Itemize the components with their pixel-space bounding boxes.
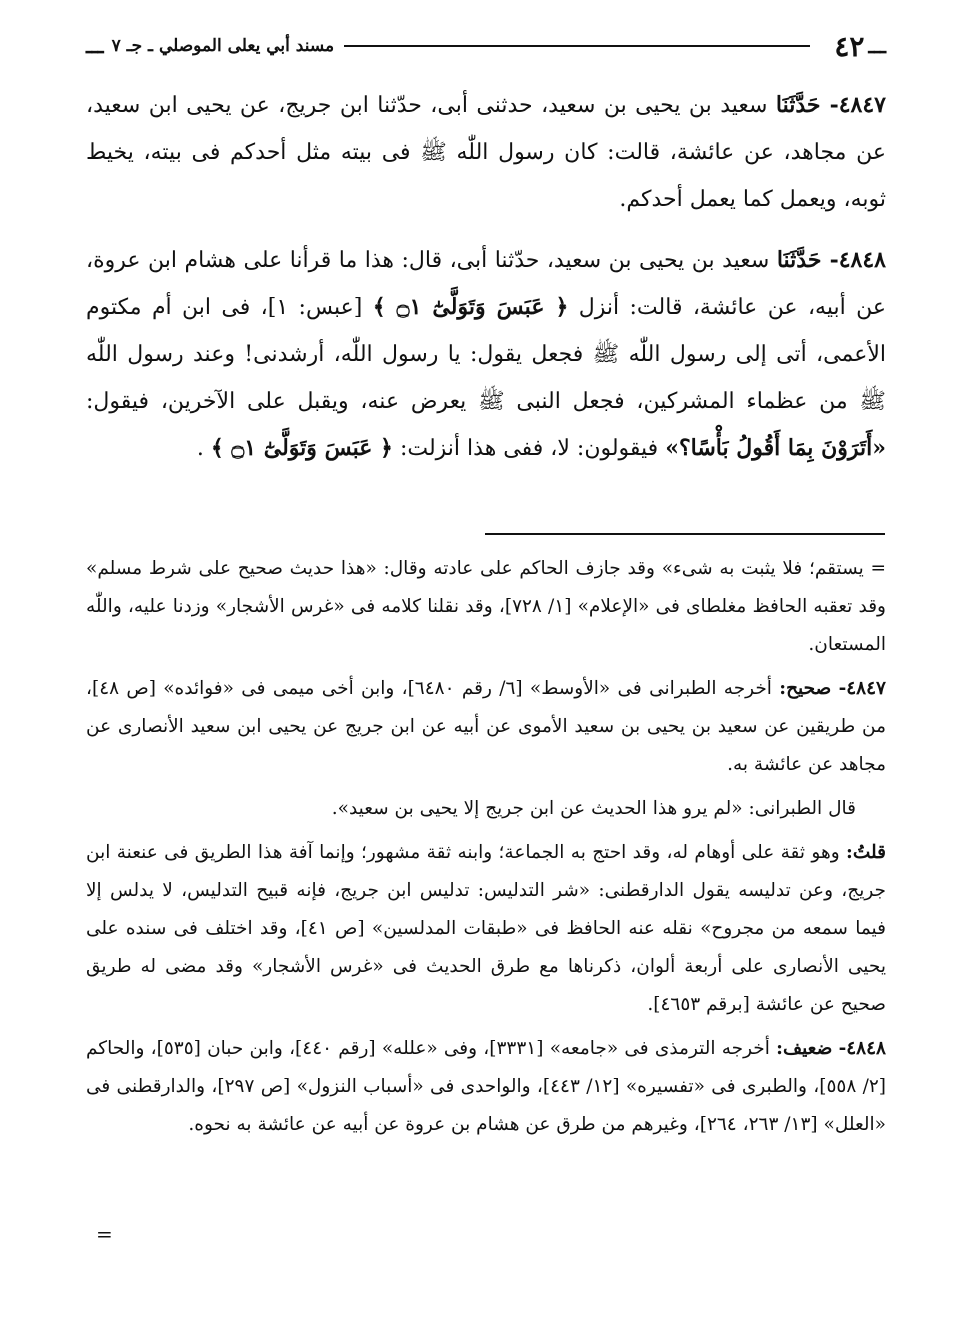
page-number: ٤٢ [834, 29, 865, 63]
hadith-text-4: . [196, 436, 204, 461]
header-dash-left: ـــ [86, 34, 104, 58]
footnote-grade: ضعيف: [776, 1038, 833, 1059]
quran-verse-1: ﴿ عَبَسَ وَتَوَلَّىٰٓ ۝١ ﴾ [372, 294, 569, 320]
qultu-text: وهو ثقة على أوهام له، وقد احتج به الجماعة؛ وابنه ثقة مشهور؛ وإنما آفة هذا الطريق فى عنعنة ابن جريج، وعن تدليسه يقول الدارقطنى: «شر التدليس: تدليس ابن جريج، فإنه قبيح التدليس، لا يدلس إلا فيما سمعه من مجروح» نقله عنه الحافظ فى «طبقات المدلسين» [ص ٤١]، وقد اختلف فى سنده على يحيى الأنصارى على أربعة ألوان، ذكرناها مع طرق الحديث فى «غرس الأشجار» وقد مضى له طريق صحيح عن عائشة [برقم ٤٦٥٣]. [86, 842, 886, 1015]
footnote-text: أخرجه الترمذى فى «جامعه» [٣٣٣١]، وفى «علله» [رقم ٤٤٠]، وابن حبان [٥٣٥]، والحاكم [٢/ ٥٥٨]، والطبرى فى «تفسيره» [١٢/ ٤٤٣]، والواحدى فى «أسباب النزول» [ص ٢٩٧]، والدارقطنى فى «العلل» [١٣/ ٢٦٣، ٢٦٤]، وغيرهم من طرق عن هشام بن عروة عن أبيه عن عائشة به نحوه. [86, 1038, 886, 1135]
footnote-4848 [86, 1030, 886, 1144]
footnote-text: أخرجه الطبرانى فى «الأوسط» [٦/ رقم ٦٤٨٠]، وابن أخى ميمى فى «فوائده» [ص ٤٨]، من طريقين عن سعيد بن يحيى بن سعيد الأموى عن أبيه عن ابن جريج عن يحيى ابن سعيد الأنصارى عن مجاهد عن عائشة به. [86, 678, 886, 775]
hadith-opening: حَدَّثَنَا [775, 92, 821, 118]
qultu-note [86, 834, 886, 1024]
hadith-text-2: [عبس: ١]، فى ابن أم مكتوم الأعمى، أتى إلى رسول اللّٰه ﷺ فجعل يقول: يا رسول اللّٰه، أرشدنى! وعند رسول اللّٰه ﷺ من عظماء المشركين، فجعل النبى ﷺ يعرض عنه، ويقبل على الآخرين، فيقول: [86, 295, 886, 414]
hadith-number: ٤٨٤٨ [838, 247, 886, 273]
footnote-continuation: = يستقم؛ فلا يثبت به شىء» وقد جازف الحاكم على عادته وقال: «هذا حديث صحيح على شرط مسلم» وقد تعقبه الحافظ مغلطاى فى «الإعلام» [١/ ٧٢٨]، وقد نقلنا كلامه فى «غرس الأشجار» وزدنا عليه، واللّٰه المستعان. [86, 558, 886, 655]
hadith-number: ٤٨٤٧ [838, 92, 886, 118]
hadith-text-1: سعيد بن يحيى بن سعيد، حدّثنا أبى، قال: هذا ما قرأنا على هشام ابن عروة، عن أبيه، عن عائشة، قالت: أنزل [86, 248, 886, 320]
footnote-number: ٤٨٤٨- [838, 1038, 886, 1059]
footnote-separator [485, 533, 885, 535]
header-dash-right: ـــ [868, 34, 886, 58]
book-title: مسند أبي يعلى الموصلي ـ جـ ٧ [111, 36, 335, 56]
continuation-marker: = [96, 1222, 113, 1246]
tabarani-note: قال الطبرانى: «لم يرو هذا الحديث عن ابن جريج إلا يحيى بن سعيد». [331, 798, 856, 819]
prophet-quote: «أَتَرَوْنَ بِمَا أَقُولُ بَأْسًا؟» [665, 435, 886, 461]
header-rule [344, 45, 810, 47]
quran-verse-2: ﴿ عَبَسَ وَتَوَلَّىٰٓ ۝١ ﴾ [210, 435, 393, 461]
hadith-opening: حَدَّثَنَا [776, 247, 822, 273]
hadith-text: سعيد بن يحيى بن سعيد، حدثنى أبى، حدّثنا ابن جريج، عن يحيى ابن سعيد، عن مجاهد، عن عائشة، قالت: كان رسول اللّٰه ﷺ فى بيته مثل أحدكم فى بيته، يخيط ثوبه، ويعمل كما يعمل أحدكم. [86, 93, 886, 212]
footnote-grade: صحيح: [779, 678, 832, 699]
hadith-4848: ٤٨٤٨- حَدَّثَنَا سعيد بن يحيى بن سعيد، حدّثنا أبى، قال: هذا ما قرأنا على هشام ابن عروة، عن أبيه، عن عائشة، قالت: أنزل ﴿ عَبَسَ وَتَوَلَّىٰٓ ۝١ ﴾ [عبس: ١]، فى ابن أم مكتوم الأعمى، أتى إلى رسول اللّٰه ﷺ فجعل يقول: يا رسول اللّٰه، أرشدنى! وعند رسول اللّٰه ﷺ من عظماء المشركين، فجعل النبى ﷺ يعرض عنه، ويقبل على الآخرين، فيقول: «أَتَرَوْنَ بِمَا أَقُولُ بَأْسًا؟» فيقولون: لا، ففى هذا أنزلت: ﴿ عَبَسَ وَتَوَلَّىٰٓ ۝١ ﴾ . [86, 247, 886, 461]
footnotes [86, 550, 886, 1150]
page-header [86, 28, 886, 64]
main-text [86, 82, 886, 486]
footnote-number: ٤٨٤٧- [838, 678, 886, 699]
hadith-4847: ٤٨٤٧- حَدَّثَنَا سعيد بن يحيى بن سعيد، حدثنى أبى، حدّثنا ابن جريج، عن يحيى ابن سعيد، عن مجاهد، عن عائشة، قالت: كان رسول اللّٰه ﷺ فى بيته مثل أحدكم فى بيته، يخيط ثوبه، ويعمل كما يعمل أحدكم. [86, 92, 886, 212]
qultu-label: قلتُ: [846, 842, 886, 863]
footnote-4847 [86, 670, 886, 784]
hadith-text-3: فيقولون: لا، ففى هذا أنزلت: [399, 436, 659, 461]
